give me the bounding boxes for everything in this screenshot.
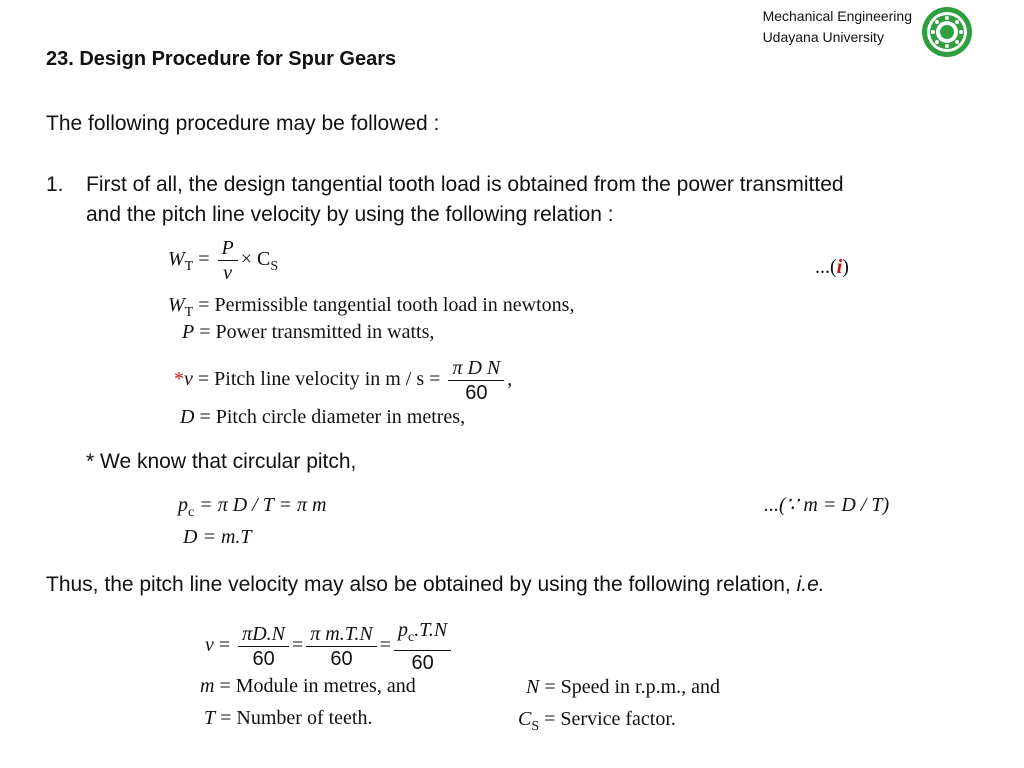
step-text-line-2: and the pitch line velocity by using the following relation : bbox=[86, 203, 614, 226]
definition-d: D = Pitch circle diameter in metres, bbox=[180, 406, 466, 428]
definition-v: *v = Pitch line velocity in m / s = $\frac{\text{π D N}}{60}$ , bbox=[174, 357, 513, 404]
intro-text: The following procedure may be followed : bbox=[46, 112, 440, 135]
step-number: 1. bbox=[46, 173, 64, 196]
definition-n: N = Speed in r.p.m., and bbox=[526, 676, 721, 698]
thus-text: Thus, the pitch line velocity may also be obtained by using the following relation, i.e. bbox=[46, 573, 825, 596]
definition-wt: $W_T$ = Permissible tangential tooth load in newtons, bbox=[168, 294, 575, 320]
definition-m: m = Module in metres, and bbox=[200, 675, 416, 697]
fraction-p-over-v: $\frac{P}{v}$ bbox=[218, 236, 238, 285]
definition-p: P = Power transmitted in watts, bbox=[182, 321, 435, 343]
fraction-3: $\frac{p_c.T.N}{60}$ bbox=[394, 618, 451, 675]
equation-ref-i: ...(i) bbox=[815, 256, 849, 278]
fraction-pidn-over-60: $\frac{\text{π D N}}{60}$ bbox=[448, 356, 504, 405]
step-text bbox=[86, 170, 844, 230]
step-text-line-1: First of all, the design tangential tooth load is obtained from the power transmitted bbox=[86, 173, 844, 196]
fraction-2: $\frac{\text{π m.T.N}}{60}$ bbox=[306, 622, 376, 671]
fraction-1: $\frac{\pi D.N}{60}$ bbox=[238, 622, 289, 671]
equation-pc: $p_c = \pi$ D / T = π m bbox=[178, 494, 327, 520]
institution-header bbox=[763, 6, 912, 48]
definition-cs: $C_S$ = Service factor. bbox=[518, 708, 676, 734]
equation-d-mt: D = m.T bbox=[183, 526, 252, 548]
equation-ref-module: ...(∵ m = D / T) bbox=[764, 494, 890, 516]
university-name: Udayana University bbox=[762, 29, 884, 45]
equation-wt: $W_T$ = $\frac{P}{v}$ × $C_S$ bbox=[168, 237, 279, 284]
definition-t: T = Number of teeth. bbox=[204, 707, 373, 729]
department-name: Mechanical Engineering bbox=[762, 8, 912, 24]
university-emblem-icon bbox=[921, 6, 973, 58]
page-title: 23. Design Procedure for Spur Gears bbox=[46, 48, 397, 70]
circular-pitch-note: * We know that circular pitch, bbox=[86, 450, 357, 473]
equation-velocity: v = $\frac{\pi D.N}{60}$ = $\frac{\text{π m.T.N}}{60}$ = $\frac{p_c.T.N}{60}$ bbox=[205, 618, 454, 675]
